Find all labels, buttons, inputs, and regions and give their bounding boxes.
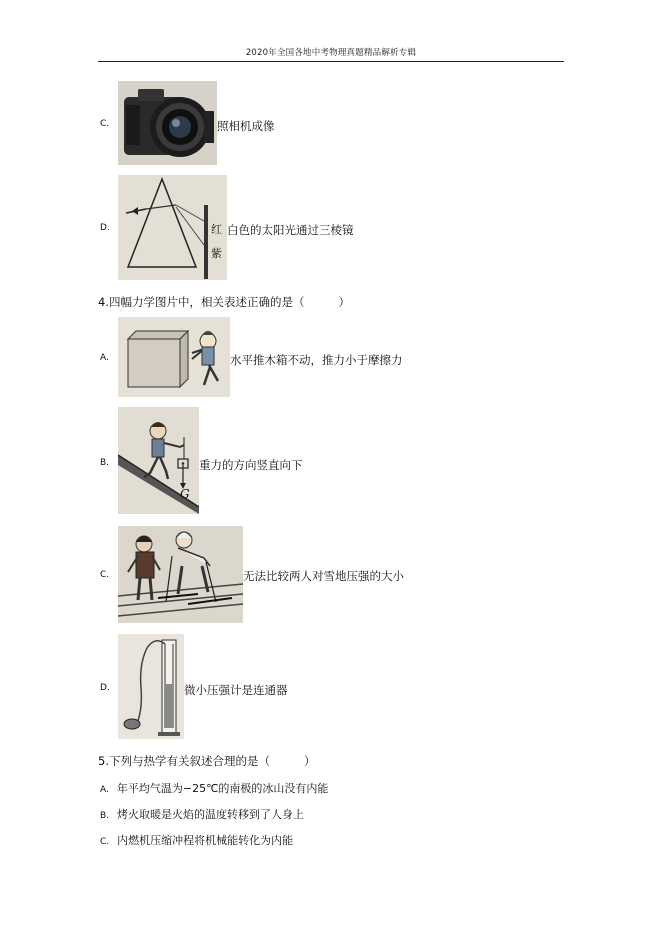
two-people-on-snow-drawing	[118, 526, 243, 623]
option-letter: C.	[100, 119, 110, 129]
option-text: 年平均气温为−25℃的南极的冰山没有内能	[116, 782, 329, 795]
question-5-option-c	[100, 832, 293, 848]
option-letter: B.	[100, 458, 110, 468]
option-letter: D.	[100, 683, 110, 693]
option-letter: C.	[100, 570, 110, 580]
option-text: 重力的方向竖直向下	[199, 458, 303, 472]
question-5-stem	[98, 753, 315, 769]
pressure-gauge-drawing	[118, 634, 184, 739]
question-4-text: 4.四幅力学图片中，相关表述正确的是（	[98, 295, 305, 309]
option-text: 照相机成像	[217, 119, 275, 133]
option-text: 无法比较两人对雪地压强的大小	[243, 569, 404, 583]
question-5-option-b	[100, 806, 304, 822]
header-rule	[98, 61, 564, 62]
prism-label-violet: 紫	[211, 247, 222, 260]
camera-photo	[118, 81, 217, 165]
question-5-option-a	[100, 780, 328, 796]
prism-diagram	[118, 175, 227, 280]
option-text: 烤火取暖是火焰的温度转移到了人身上	[117, 808, 305, 821]
option-letter: C.	[100, 837, 110, 847]
question-5-close: ）	[303, 754, 316, 768]
option-letter: A.	[100, 353, 109, 363]
boy-pushing-box-drawing	[118, 317, 230, 397]
question-4-stem	[98, 294, 350, 310]
question-4-close: ）	[338, 295, 350, 309]
question-5-text: 5.下列与热学有关叙述合理的是（	[98, 754, 270, 768]
option-text: 水平推木箱不动，推力小于摩擦力	[230, 353, 403, 367]
option-letter: B.	[100, 811, 110, 821]
option-text: 微小压强计是连通器	[184, 683, 288, 697]
option-text: 白色的太阳光通过三棱镜	[227, 223, 354, 237]
option-letter: D.	[100, 223, 110, 233]
gravity-label: G	[180, 487, 190, 501]
page-header: 2020年全国各地中考物理真题精品解析专辑	[245, 48, 417, 58]
prism-label-red: 红	[211, 223, 222, 236]
option-text: 内燃机压缩冲程将机械能转化为内能	[117, 834, 294, 847]
boy-on-slope-drawing	[118, 407, 199, 514]
option-letter: A.	[100, 785, 109, 795]
